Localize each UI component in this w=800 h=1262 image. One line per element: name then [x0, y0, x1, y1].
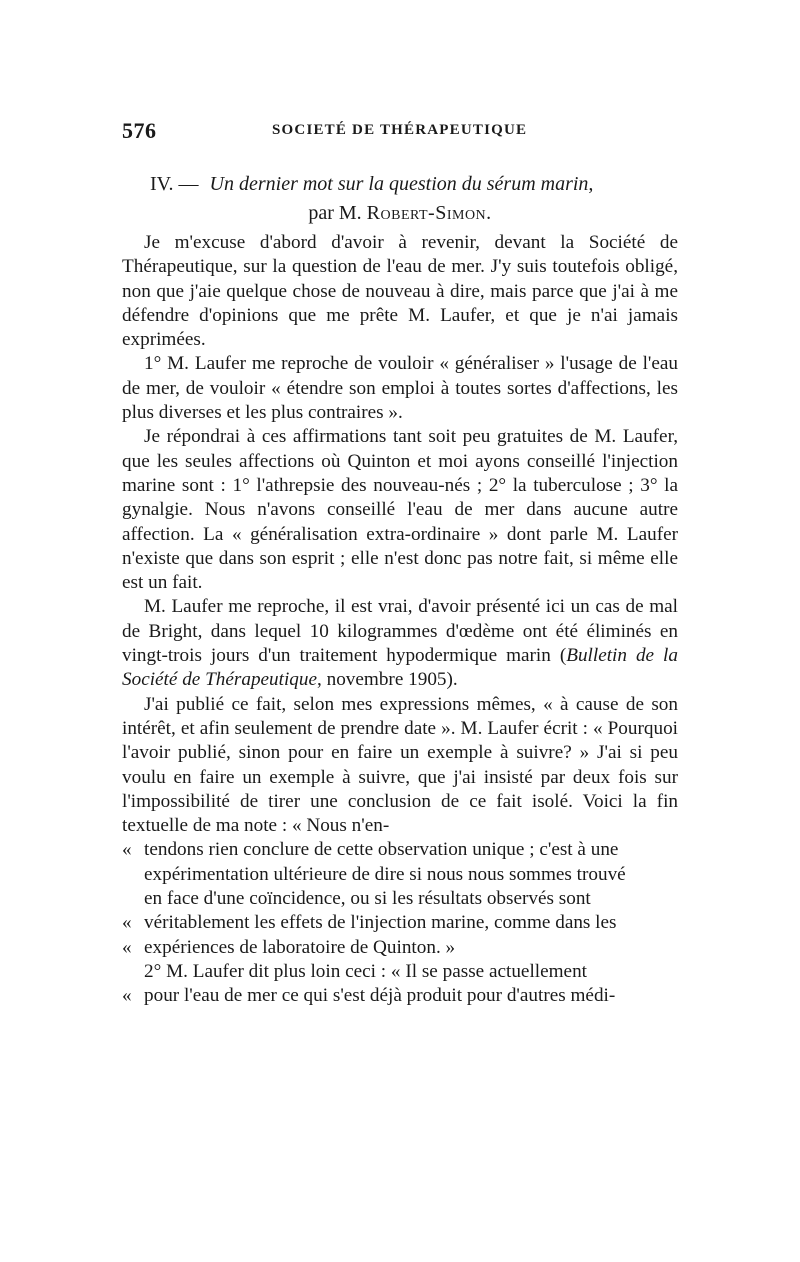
guillemet-mark: «: [122, 936, 132, 958]
paragraph-3: Je répondrai à ces affirmations tant soit peu gratuites de M. Laufer, que les seules affections où Quinton et moi ayons conseillé l'injection marine sont : 1° l'athrepsie des nouveau-nés ; 2° la tuberculose ; 3° la gynalgie. Nous n'avons conseillé l'eau de mer dans aucune autre affection. La « généralisation extra-ordinaire » dont parle M. Laufer n'existe que dans son esprit ; elle n'est donc pas notre fait, si même elle est un fait.: [122, 426, 678, 594]
paragraph-1: Je m'excuse d'abord d'avoir à revenir, devant la Société de Thérapeutique, sur la question de l'eau de mer. J'y suis toutefois obligé, non que j'aie quelque chose de nouveau à dire, mais parce que j'ai à me défendre d'opinions que me prête M. Laufer, et que je n'ai jamais exprimées.: [122, 232, 678, 351]
guillemet-mark: «: [122, 985, 132, 1007]
article-title: [150, 170, 680, 199]
guillemet-mark: «: [122, 839, 132, 861]
page-header: [122, 118, 680, 148]
quote-line: « tendons rien conclure de cette observation unique ; c'est à une: [122, 838, 678, 862]
running-head: SOCIETÉ DE THÉRAPEUTIQUE: [272, 122, 528, 138]
byline-prefix: par M.: [308, 202, 362, 224]
paragraph-5: J'ai publié ce fait, selon mes expressions mêmes, « à cause de son intérêt, et afin seulement de prendre date ». M. Laufer écrit : « Pourquoi l'avoir publié, sinon pour en faire un exemple à suivre? » J'ai si peu voulu en faire un exemple à suivre, que j'ai insisté par deux fois sur l'impossibilité de tirer une conclusion de ce fait isolé. Voici la fin textuelle de ma note : « Nous n'en-: [122, 693, 678, 837]
paragraph-4: [122, 595, 678, 692]
article-title-text: Un dernier mot sur la question du sérum marin,: [209, 173, 594, 195]
quote-line: « pour l'eau de mer ce qui s'est déjà produit pour d'autres médi-: [122, 984, 678, 1008]
quote-line: expérimentation ultérieure de dire si nous nous sommes trouvé: [144, 863, 626, 885]
paragraph-4-text: M. Laufer me reproche, il est vrai, d'avoir présenté ici un cas de mal de Bright, dans lequel 10 kilogrammes d'œdème ont été éliminés en vingt-trois jours d'un traitement hypodermique marin (: [122, 596, 678, 667]
quote-line: en face d'une coïncidence, ou si les résultats observés sont: [144, 888, 591, 910]
quote-line: « véritablement les effets de l'injection marine, comme dans les: [122, 911, 678, 935]
article-number: IV. —: [150, 173, 199, 195]
author-name: Robert-Simon.: [366, 202, 492, 224]
quote-line: « expériences de laboratoire de Quinton. »: [122, 936, 678, 960]
paragraph-4-end: , novembre 1905).: [317, 669, 458, 691]
paragraph-6: 2° M. Laufer dit plus loin ceci : « Il se passe actuellement: [144, 960, 587, 982]
bulletin-citation: Bulletin de la Société de Thérapeutique: [122, 645, 678, 691]
body-text: [122, 231, 678, 1009]
byline: [0, 199, 800, 228]
block-quote: [122, 838, 678, 959]
page-number: 576: [122, 118, 157, 143]
paragraph-2: 1° M. Laufer me reproche de vouloir « généraliser » l'usage de l'eau de mer, de vouloir « étendre son emploi à toutes sortes d'affections, les plus diverses et les plus contraires ».: [122, 353, 678, 424]
guillemet-mark: «: [122, 912, 132, 934]
